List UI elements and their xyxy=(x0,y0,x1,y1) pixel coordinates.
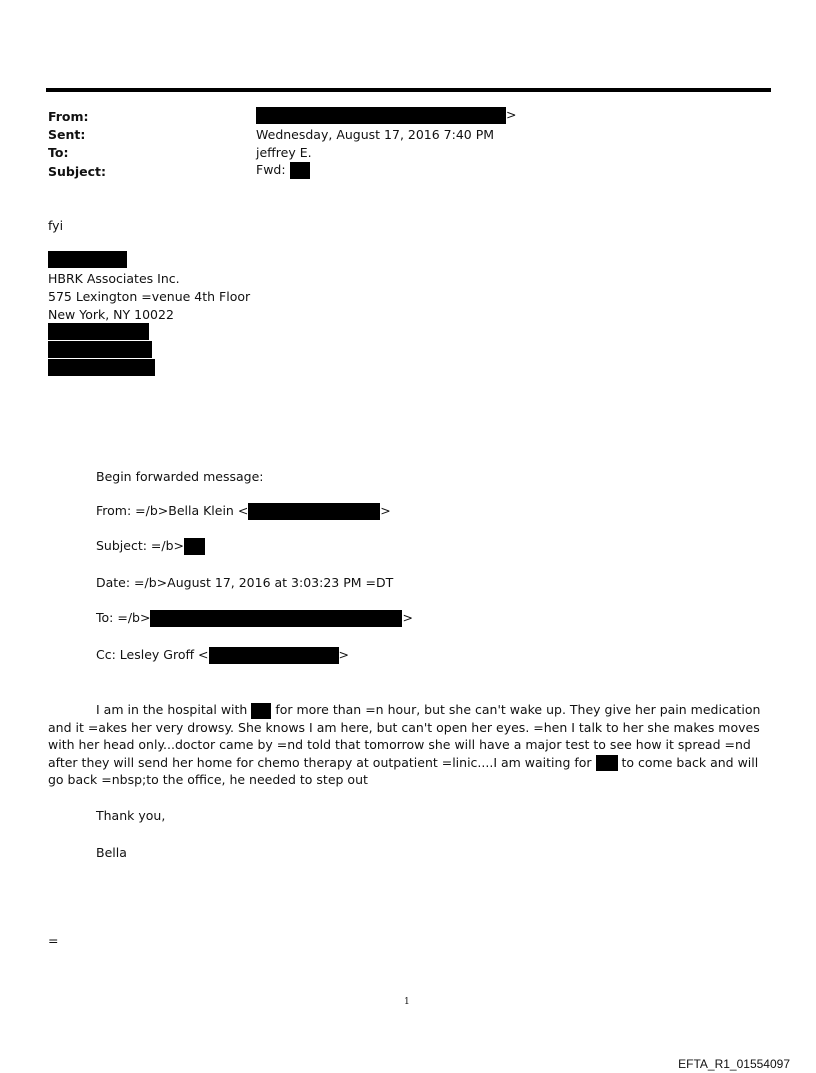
forwarded-to-suffix: > xyxy=(402,610,413,625)
closing-thanks: Thank you, xyxy=(96,808,166,823)
forwarded-to xyxy=(96,610,413,627)
redaction-block xyxy=(290,162,310,179)
trailing-equals: = xyxy=(48,933,59,948)
signature-company: HBRK Associates Inc. xyxy=(48,271,180,286)
forwarded-cc-prefix: Cc: Lesley Groff < xyxy=(96,647,209,662)
redaction-block xyxy=(48,359,155,376)
sent-value: Wednesday, August 17, 2016 7:40 PM xyxy=(256,127,495,142)
redaction-block xyxy=(48,323,149,340)
header-rule xyxy=(46,88,771,92)
sent-label: Sent: xyxy=(48,127,86,142)
document-id: EFTA_R1_01554097 xyxy=(678,1057,790,1071)
closing-signature: Bella xyxy=(96,845,127,860)
forwarded-to-prefix: To: =/b> xyxy=(96,610,151,625)
signature-address-line1: 575 Lexington =venue 4th Floor xyxy=(48,289,251,304)
subject-label: Subject: xyxy=(48,164,106,179)
forwarded-from-suffix: > xyxy=(380,503,391,518)
forwarded-subject-prefix: Subject: =/b> xyxy=(96,538,185,553)
from-label: From: xyxy=(48,109,89,124)
forwarded-date: Date: =/b>August 17, 2016 at 3:03:23 PM =DT xyxy=(96,575,394,590)
to-value: jeffrey E. xyxy=(256,145,312,160)
redaction-block xyxy=(209,647,339,664)
from-suffix: > xyxy=(506,107,517,122)
message-part1: I am in the hospital with xyxy=(96,702,248,717)
forwarded-cc xyxy=(96,647,349,664)
message-part3: to come back and will go back =nbsp;to the office, he needed to step out xyxy=(48,754,759,787)
redaction-block xyxy=(251,703,271,719)
redaction-block xyxy=(248,503,380,520)
redaction-block xyxy=(150,610,402,627)
page-number: 1 xyxy=(404,997,410,1007)
forwarded-begin: Begin forwarded message: xyxy=(96,469,264,484)
subject-value xyxy=(256,162,310,179)
forwarded-cc-suffix: > xyxy=(338,647,350,662)
redaction-block xyxy=(48,251,127,268)
redaction-block xyxy=(184,538,205,555)
forwarded-from-prefix: From: =/b>Bella Klein < xyxy=(96,503,249,518)
signature-address-line2: New York, NY 10022 xyxy=(48,307,174,322)
redaction-block xyxy=(48,341,152,358)
redaction-block xyxy=(596,755,618,771)
redaction-block xyxy=(256,107,506,124)
intro-text: fyi xyxy=(48,218,64,233)
message-body xyxy=(48,701,770,789)
to-label: To: xyxy=(48,145,69,160)
subject-text: Fwd: xyxy=(256,162,286,177)
forwarded-subject xyxy=(96,538,205,555)
forwarded-from xyxy=(96,503,391,520)
message-part2: for more than =n hour, but she can't wake up. They give her pain medication and it =akes her very drowsy. She knows I am here, but can't open her eyes. =hen I talk to her she makes moves with her head only...doctor came by =nd told that tomorrow she will have a major test to see how it spread =nd after they will send her home for chemo therapy at outpatient =linic....I am waiting for xyxy=(48,702,761,770)
from-value xyxy=(256,107,516,124)
